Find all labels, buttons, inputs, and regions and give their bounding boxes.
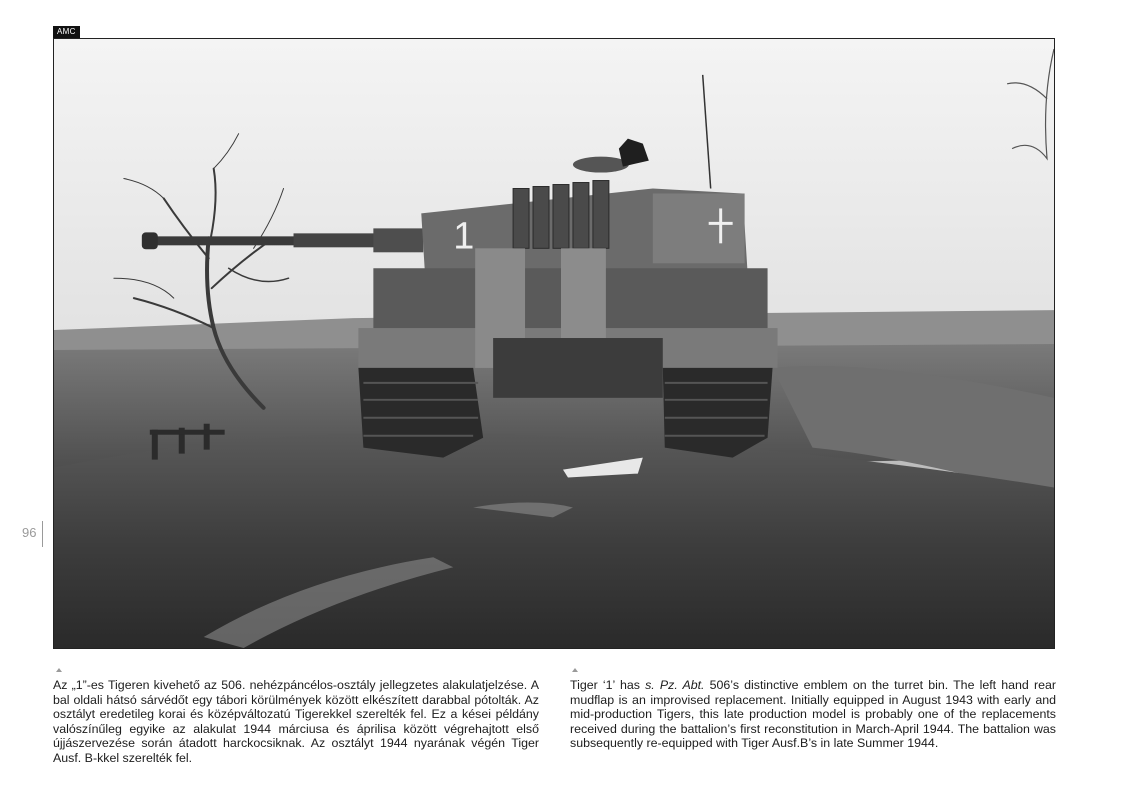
turret-number: 1 [453, 215, 475, 258]
page-number-rule [42, 521, 43, 547]
caption-marker-english [572, 668, 578, 672]
caption-english-part2: 506’s distinctive emblem on the turret bin. The left hand rear mudflap is an improvised replacement. Initially equipped in August 1943 with early and mid-production Tigers, this late production model is probably one of the replacements received during the battalion’s first reconstitution in March-April 1944. The battalion was subsequently re-equipped with Tiger Ausf.B’s in late Summer 1944. [570, 678, 1056, 751]
page-number: 96 [22, 525, 37, 540]
caption-english [570, 678, 1056, 751]
tank-photograph [53, 38, 1055, 649]
caption-hungarian: Az „1”-es Tigeren kivehető az 506. nehézpáncélos-osztály jellegzetes alakulatjelzése. A bal oldali hátsó sárvédőt egy tábori körülmények között elkészített darabbal pótolták. Az osztályt eredetileg korai és középváltozatú Tigerekkel szerelték fel. Ez a kései példány valószínűleg egyike az alakulat 1944 márciusa és áprilisa között végrehajtott első újjászervezése során átadott harckocsiknak. Az osztályt 1944 nyarának végén Tiger Ausf. B-kkel szerelték fel. [53, 678, 539, 765]
publisher-tag: AMC [53, 26, 80, 38]
photo-illustration [54, 39, 1054, 648]
spare-track-links [513, 181, 609, 249]
caption-english-unit: s. Pz. Abt. [645, 678, 705, 692]
caption-english-part1: Tiger ‘1’ has [570, 678, 646, 692]
muddy-ground [54, 432, 1054, 648]
caption-marker-hungarian [56, 668, 62, 672]
